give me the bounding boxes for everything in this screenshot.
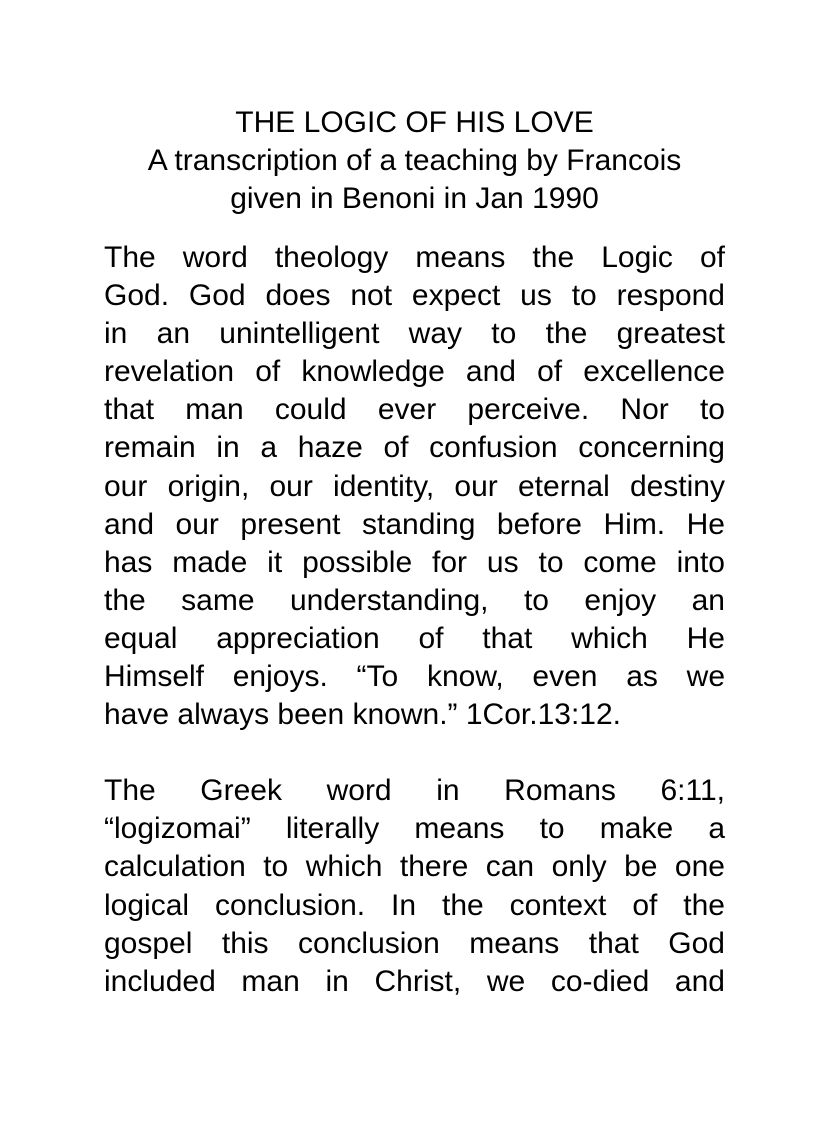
paragraph-2	[104, 772, 725, 1001]
text-line: logical conclusion. In the context of the	[104, 888, 725, 922]
text-line: revelation of knowledge and of excellence	[104, 355, 725, 389]
text-line: The word theology means the Logic of	[104, 241, 725, 274]
text-line: and our present standing before Him. He	[104, 507, 725, 541]
text-line: has made it possible for us to come into	[104, 545, 725, 579]
text-line: in an unintelligent way to the greatest	[104, 317, 725, 351]
text-line: gospel this conclusion means that God	[104, 926, 725, 960]
text-line: the same understanding, to enjoy an	[104, 583, 725, 617]
text-line: God. God does not expect us to respond	[104, 279, 725, 313]
text-line: included man in Christ, we co-died and	[104, 964, 725, 998]
text-line: calculation to which there can only be one	[104, 850, 725, 884]
text-line: remain in a haze of confusion concerning	[104, 431, 725, 465]
document-title: THE LOGIC OF HIS LOVE	[235, 106, 594, 139]
paragraph-gap	[104, 734, 725, 772]
text-line: Himself enjoys. “To know, even as we	[104, 660, 725, 694]
text-line: “logizomai” literally means to make a	[104, 812, 725, 846]
text-line: equal appreciation of that which He	[104, 621, 725, 655]
paragraph-1	[104, 239, 725, 734]
document-subtitle-date: given in Benoni in Jan 1990	[230, 182, 599, 215]
document-subtitle: A transcription of a teaching by Francois	[147, 144, 682, 177]
text-line: have always been known.” 1Cor.13:12.	[104, 698, 621, 732]
text-line: The Greek word in Romans 6:11,	[104, 774, 725, 808]
document-page	[104, 104, 725, 1001]
document-heading	[104, 104, 725, 218]
text-line: that man could ever perceive. Nor to	[104, 393, 725, 427]
text-line: our origin, our identity, our eternal destiny	[104, 469, 725, 503]
